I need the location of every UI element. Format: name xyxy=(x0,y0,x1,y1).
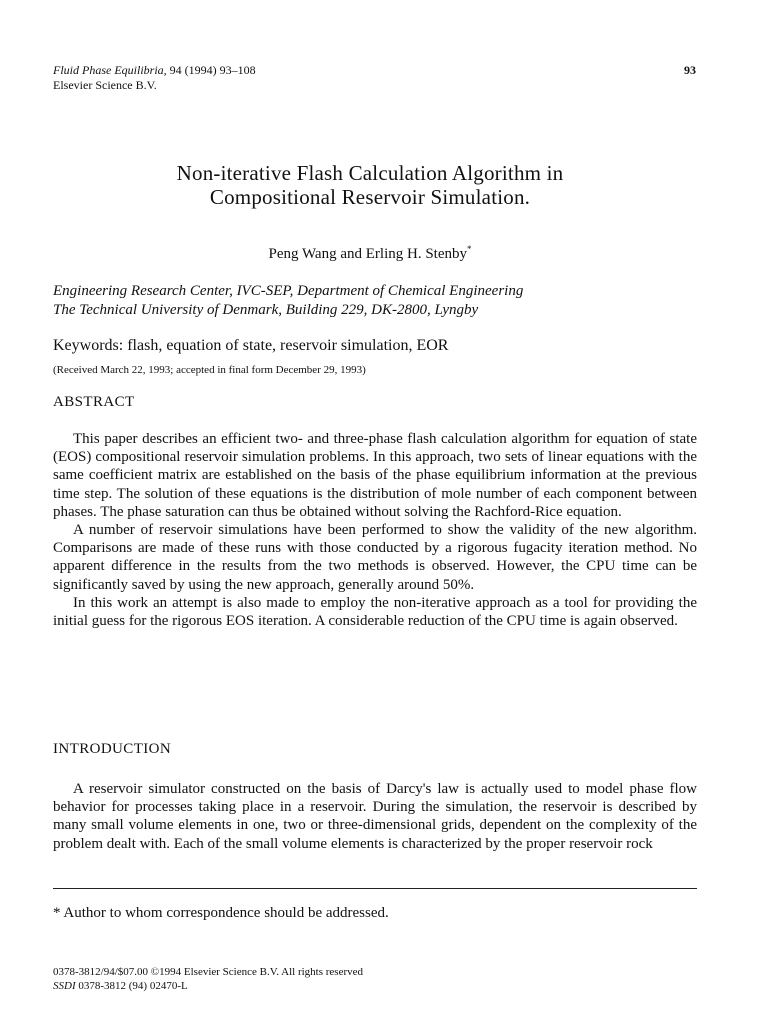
abstract-heading: ABSTRACT xyxy=(53,394,135,410)
introduction-heading: INTRODUCTION xyxy=(53,741,172,757)
affiliation-line-2: The Technical University of Denmark, Building 229, DK-2800, Lyngby xyxy=(53,302,479,318)
introduction-body xyxy=(53,780,697,853)
abstract-body xyxy=(53,430,697,630)
abstract-paragraph: A number of reservoir simulations have been performed to show the validity of the new algorithm. Comparisons are made of these runs with those conducted by a rigorous fugacity iteration method. No apparent difference in the results from the two methods is observed. However, the CPU time can be significantly saved by using the new approach, generally around 50%. xyxy=(53,522,697,593)
footnote: * Author to whom correspondence should be addressed. xyxy=(53,905,389,921)
author-names: Peng Wang and Erling H. Stenby xyxy=(268,246,467,262)
ssdi-value: 0378-3812 (94) 02470-L xyxy=(75,980,188,992)
keywords: Keywords: flash, equation of state, reservoir simulation, EOR xyxy=(53,337,449,354)
journal-volume: 94 (1994) 93–108 xyxy=(166,63,256,77)
paper-title xyxy=(60,161,680,209)
abstract-paragraph: This paper describes an efficient two- and three-phase flash calculation algorithm for equation of state (EOS) compositional reservoir simulation problems. In this approach, two sets of linear equations with the same coefficient matrix are established on the basis of the phase equilibrium information at the previous time step. The solution of these equations is the distribution of mole number of each component between phases. The phase saturation can thus be obtained without solving the Rachford-Rice equation. xyxy=(53,431,697,520)
received-dates: (Received March 22, 1993; accepted in final form December 29, 1993) xyxy=(53,364,366,376)
journal-header xyxy=(53,63,256,93)
copyright-line: 0378-3812/94/$07.00 ©1994 Elsevier Science B.V. All rights reserved xyxy=(53,966,363,978)
title-line-2: Compositional Reservoir Simulation. xyxy=(209,185,531,209)
publisher: Elsevier Science B.V. xyxy=(53,78,157,92)
introduction-paragraph: A reservoir simulator constructed on the basis of Darcy's law is actually used to model phase flow behavior for processes taking place in a reservoir. During the simulation, the reservoir is described by many small volume elements in one, two or three-dimensional grids, dependent on the complexity of the problem dealt with. Each of the small volume elements is characterized by the proper reservoir rock xyxy=(53,781,697,852)
page-number: 93 xyxy=(684,63,696,77)
authors xyxy=(60,244,680,263)
abstract-paragraph: In this work an attempt is also made to employ the non-iterative approach as a tool for providing the initial guess for the rigorous EOS iteration. A considerable reduction of the CPU time is again observed. xyxy=(53,594,697,630)
footnote-rule xyxy=(53,888,697,889)
ssdi-label: SSDI xyxy=(53,980,76,992)
journal-citation xyxy=(53,63,256,78)
journal-name: Fluid Phase Equilibria, xyxy=(53,63,167,77)
title-line-1: Non-iterative Flash Calculation Algorithm in xyxy=(176,161,564,185)
affiliation xyxy=(53,282,713,320)
ssdi-line xyxy=(53,979,363,993)
copyright-footer xyxy=(53,965,363,993)
affiliation-line-1: Engineering Research Center, IVC-SEP, Department of Chemical Engineering xyxy=(53,283,524,299)
corresponding-author-mark: * xyxy=(467,244,472,254)
